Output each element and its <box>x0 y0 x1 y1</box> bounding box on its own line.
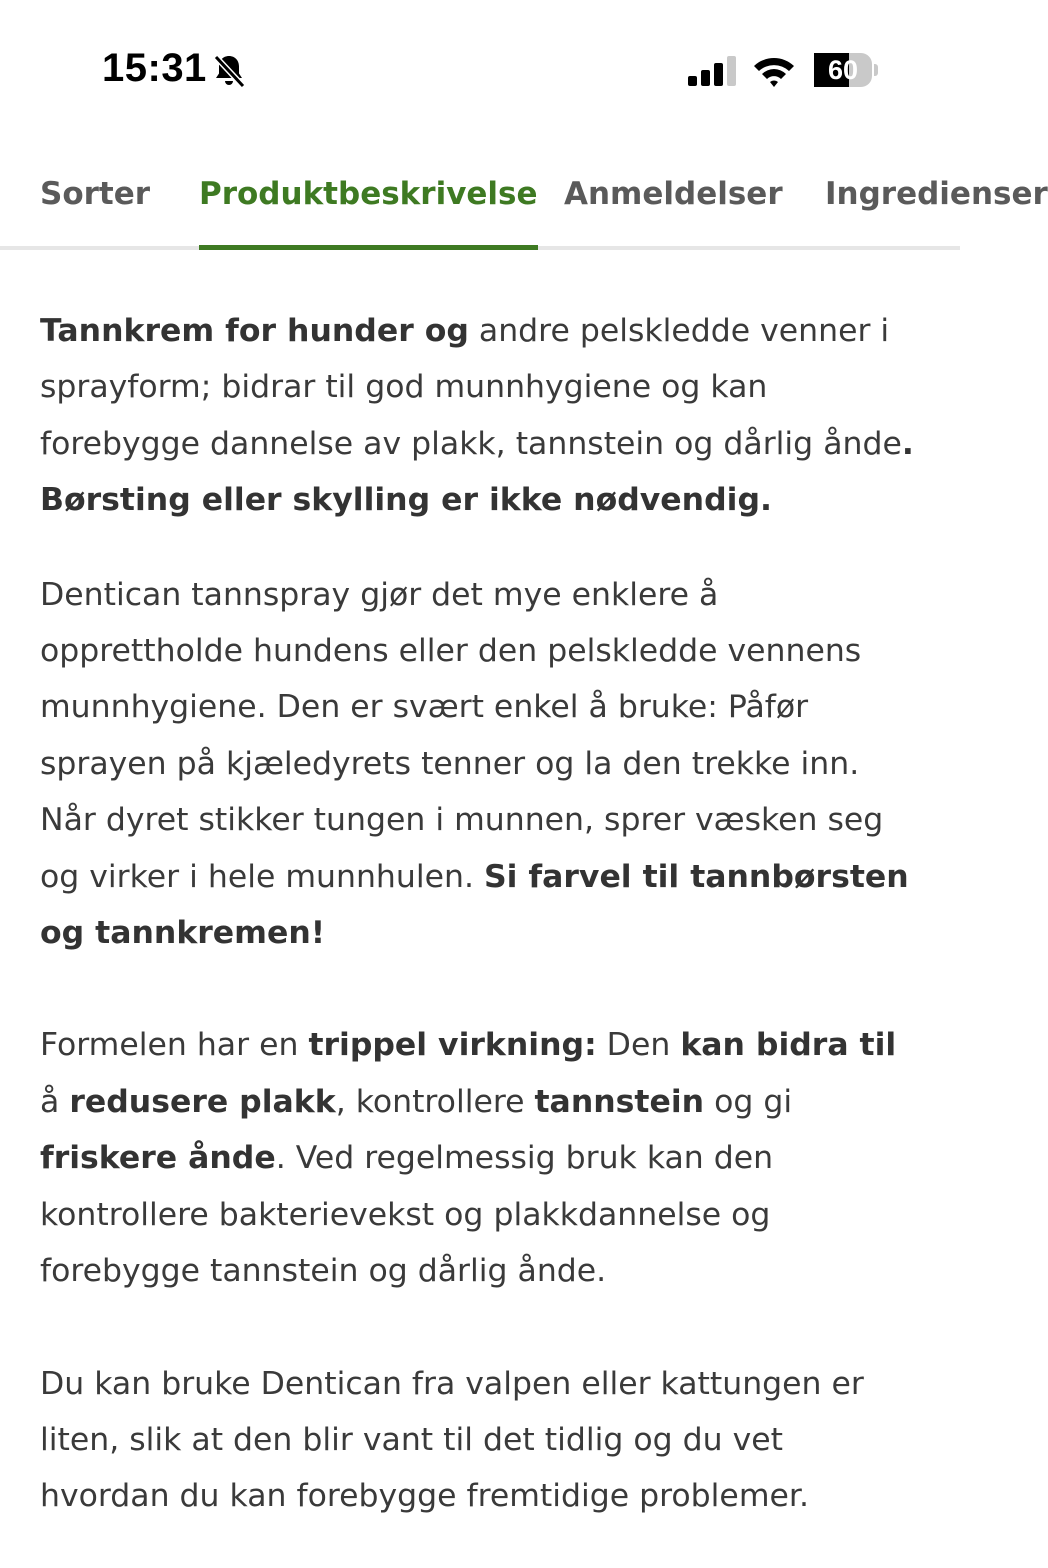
bell-muted-icon <box>210 52 248 90</box>
bold-text: Si farvel til tannbørsten og tannkremen! <box>40 858 909 952</box>
tab-bar <box>0 150 1048 250</box>
cellular-signal-icon <box>688 56 740 86</box>
product-description <box>40 303 920 1525</box>
text: Dentican tannspray gjør det mye enklere å opprettholde hundens eller den pelskledde vennens munnhygiene. Den er svært enkel å bruke: Påfør sprayen på kjæledyrets tenner og la den trekke inn. Når dyret stikker tungen i munnen, sprer væsken seg og virker i hele munnhulen. <box>40 576 884 895</box>
bold-text: friskere ånde <box>40 1140 276 1177</box>
battery-level: 60 <box>827 55 859 85</box>
description-paragraph-1 <box>40 303 920 529</box>
bold-text: tannstein <box>534 1083 705 1120</box>
bold-text: trippel virkning: <box>308 1027 597 1064</box>
description-paragraph-2 <box>40 567 920 962</box>
bold-text: kan bidra til <box>680 1027 897 1064</box>
text: Formelen har en <box>40 1027 309 1064</box>
bold-text: redusere plakk <box>69 1083 336 1120</box>
description-paragraph-3 <box>40 1017 920 1299</box>
text: å <box>40 1083 70 1120</box>
wifi-icon <box>752 54 796 88</box>
status-time: 15:31 <box>102 46 207 90</box>
description-paragraph-4 <box>40 1356 920 1525</box>
tab-ingredienser[interactable]: Ingredienser <box>825 176 1048 212</box>
battery-icon <box>814 53 878 87</box>
status-bar <box>0 0 960 140</box>
text: . Ved regelmessig bruk kan den kontrollere bakterievekst og plakkdannelse og forebygge tannstein og dårlig ånde. <box>40 1140 774 1290</box>
text: , kontrollere <box>335 1083 535 1120</box>
battery-body <box>814 53 872 87</box>
tab-anmeldelser[interactable]: Anmeldelser <box>564 176 783 212</box>
text: Du kan bruke Dentican fra valpen eller kattungen er liten, slik at den blir vant til det tidlig og du vet hvordan du kan forebygge fremtidige problemer. <box>40 1365 864 1515</box>
text: andre pelskledde venner i sprayform; bidrar til god munnhygiene og kan forebygge dannelse av plakk, tannstein og dårlig ånde <box>40 313 902 462</box>
tab-produktbeskrivelse[interactable]: Produktbeskrivelse <box>199 176 538 250</box>
text: og gi <box>704 1083 793 1120</box>
bold-text: Tannkrem for hunder og <box>40 313 469 349</box>
text: Den <box>596 1027 681 1064</box>
battery-cap <box>874 64 878 76</box>
tab-sorter[interactable]: Sorter <box>40 176 151 212</box>
bold-text: . Børsting eller skylling er ikke nødvendig. <box>40 425 914 519</box>
